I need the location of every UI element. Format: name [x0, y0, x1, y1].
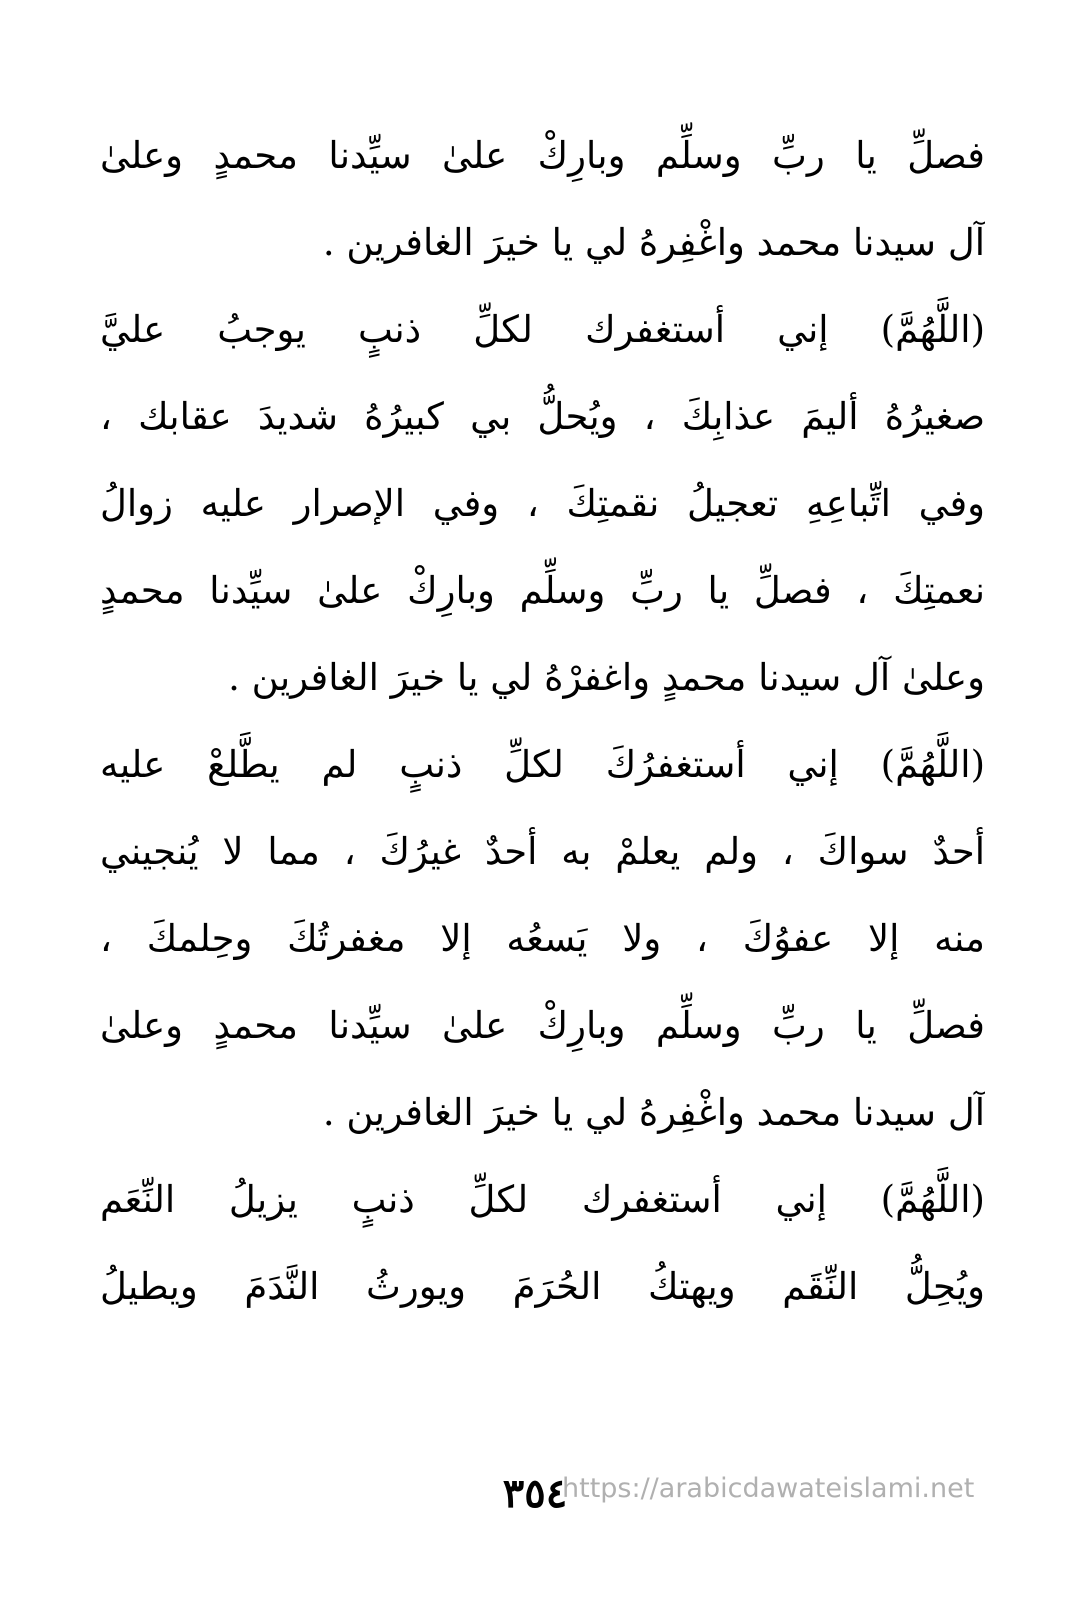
watermark-url: https://arabicdawateislami.net [562, 1473, 975, 1504]
text-line-5: وفي اتِّباعِهِ تعجيلُ نقمتِكَ ، وفي الإصرار عليه زوالُ [100, 482, 985, 525]
text-line-13: (اللَّهُمَّ) إني أستغفرك لكلِّ ذنبٍ يزيلُ النِّعَم [100, 1178, 985, 1221]
text-line-2: آل سيدنا محمد واغْفِرهُ لي يا خيرَ الغافرين . [322, 221, 985, 264]
text-line-12: آل سيدنا محمد واغْفِرهُ لي يا خيرَ الغافرين . [322, 1091, 985, 1134]
text-line-6: نعمتِكَ ، فصلِّ يا ربِّ وسلِّم وبارِكْ علىٰ سيِّدنا محمدٍ [100, 569, 985, 612]
text-line-4: صغيرُهُ أليمَ عذابِكَ ، ويُحلُّ بي كبيرُهُ شديدَ عقابك ، [100, 395, 985, 438]
text-line-10: منه إلا عفوُكَ ، ولا يَسعُه إلا مغفرتُكَ وحِلمكَ ، [100, 917, 985, 960]
page-number: ٣٥٤ [502, 1470, 568, 1517]
body-text [100, 112, 985, 1330]
text-line-14: ويُحِلُّ النِّقَم ويهتكُ الحُرَمَ ويورثُ النَّدَمَ ويطيلُ [100, 1265, 985, 1308]
text-line-1: فصلِّ يا ربِّ وسلِّم وبارِكْ علىٰ سيِّدنا محمدٍ وعلىٰ [100, 134, 985, 177]
text-line-9: أحدٌ سواكَ ، ولم يعلمْ به أحدٌ غيرُكَ ، مما لا يُنجيني [100, 830, 985, 873]
text-line-11: فصلِّ يا ربِّ وسلِّم وبارِكْ علىٰ سيِّدنا محمدٍ وعلىٰ [100, 1004, 985, 1047]
text-line-3: (اللَّهُمَّ) إني أستغفرك لكلِّ ذنبٍ يوجبُ عليَّ [100, 308, 985, 351]
text-line-7: وعلىٰ آل سيدنا محمدٍ واغفرْهُ لي يا خيرَ الغافرين . [228, 656, 985, 699]
text-line-8: (اللَّهُمَّ) إني أستغفرُكَ لكلِّ ذنبٍ لم يطَّلعْ عليه [100, 743, 985, 786]
